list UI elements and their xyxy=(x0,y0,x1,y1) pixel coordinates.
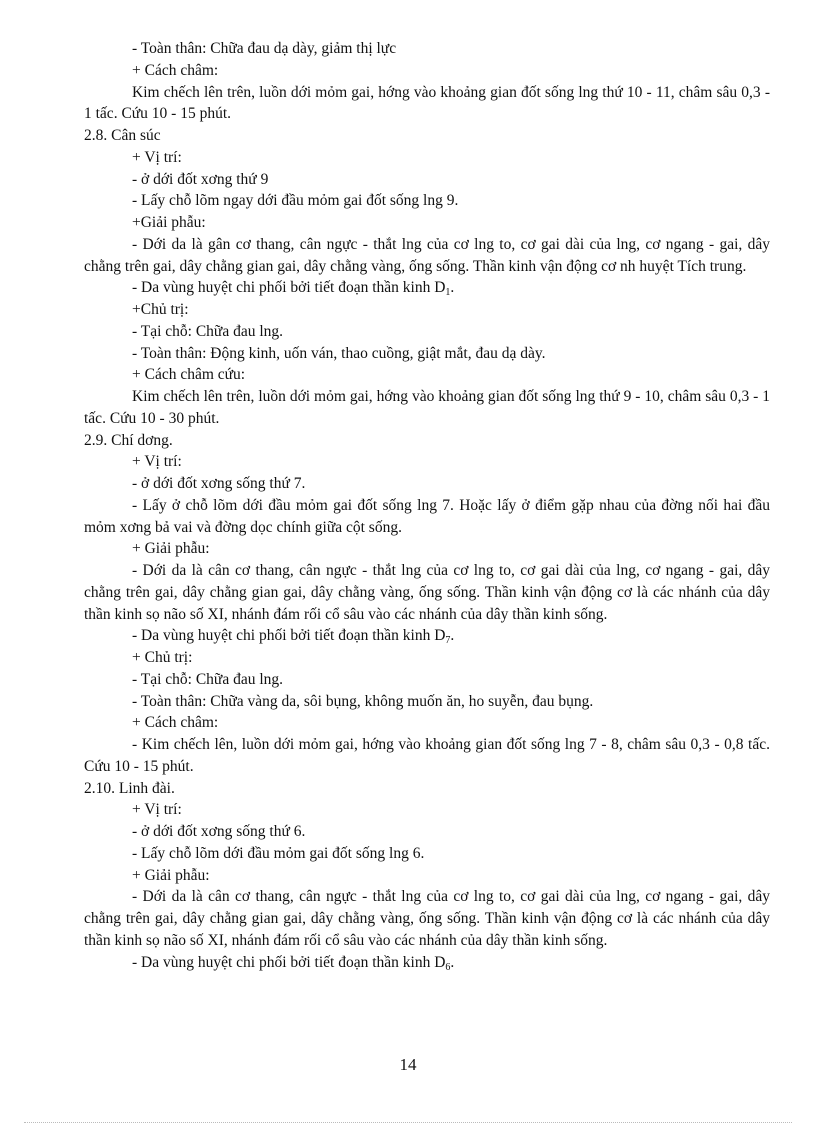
line-text: + Giải phẫu: xyxy=(132,540,210,558)
line-suffix: . xyxy=(450,279,455,297)
text-line xyxy=(84,843,770,865)
line-text: + Cách châm: xyxy=(132,61,219,79)
line-text: - Tại chỗ: Chữa đau lng. xyxy=(132,322,284,340)
line-text: - Toàn thân: Chữa vàng da, sôi bụng, không muốn ăn, ho suyễn, đau bụng. xyxy=(132,692,594,710)
line-text: 2.9. Chí dơng. xyxy=(84,431,173,449)
body-text xyxy=(84,38,770,973)
line-text: - ở dới đốt xơng sống thứ 7. xyxy=(132,475,306,492)
line-text: - Lấy chỗ lõm ngay dới đầu mỏm gai đốt sống lng 9. xyxy=(132,192,459,210)
text-line xyxy=(84,60,770,82)
subscript: 7 xyxy=(445,635,451,647)
line-text: + Giải phẫu: xyxy=(132,866,210,884)
line-text: - Dới da là cân cơ thang, cân ngực - thắt lng của cơ lng to, cơ gai dài của lng, cơ ngang - gai, dây chằng trên gai, dây chằng gian gai, dây chằng vàng, ống sống. Thần kinh vận động cơ là các nhánh của dây thần kinh sọ não số XI, nhánh đám rối cổ sâu vào các nhánh của dây thần kinh sống. xyxy=(84,562,770,623)
line-text: + Vị trí: xyxy=(132,453,182,471)
line-text: + Cách châm: xyxy=(132,714,219,732)
line-text: - ở dới đốt xơng sống thứ 6. xyxy=(132,823,306,840)
text-line xyxy=(84,538,770,560)
text-line xyxy=(84,669,770,691)
text-line xyxy=(84,364,770,386)
text-line xyxy=(84,169,770,191)
text-line xyxy=(84,647,770,669)
text-line xyxy=(84,865,770,887)
subscript: 1 xyxy=(445,287,451,299)
line-suffix: . xyxy=(450,627,455,645)
text-line xyxy=(84,190,770,212)
paragraph xyxy=(84,495,770,539)
line-text: - Kim chếch lên, luồn dới mỏm gai, hớng vào khoảng gian đốt sống lng 7 - 8, châm sâu 0,3 - 0,8 tấc. Cứu 10 - 15 phút. xyxy=(84,736,770,775)
line-text: + Cách châm cứu: xyxy=(132,366,246,384)
paragraph xyxy=(84,734,770,778)
section-heading xyxy=(84,125,770,147)
line-text: 2.10. Linh đài. xyxy=(84,779,175,797)
text-line xyxy=(84,321,770,343)
section-heading xyxy=(84,430,770,452)
paragraph xyxy=(84,234,770,278)
line-text: - ở dới đốt xơng thứ 9 xyxy=(132,170,269,188)
line-text: Kim chếch lên trên, luồn dới mỏm gai, hớng vào khoảng gian đốt sống lng thứ 10 - 11, châm sâu 0,3 - 1 tấc. Cứu 10 - 15 phút. xyxy=(84,83,770,123)
line-text: + Chủ trị: xyxy=(132,649,193,666)
line-text: - Toàn thân: Động kinh, uốn ván, thao cuồng, giật mắt, đau dạ dày. xyxy=(132,344,546,362)
text-line xyxy=(84,38,770,60)
line-text: + Vị trí: xyxy=(132,801,182,819)
line-text: - Dới da là cân cơ thang, cân ngực - thắt lng của cơ lng to, cơ gai dài của lng, cơ ngang - gai, dây chằng trên gai, dây chằng gian gai, dây chằng vàng, ống sống. Thần kinh vận động cơ là các nhánh của dây thần kinh sọ não số XI, nhánh đám rối cổ sâu vào các nhánh của dây thần kinh sống. xyxy=(84,888,770,949)
paragraph xyxy=(84,82,770,126)
text-line xyxy=(84,799,770,821)
text-line xyxy=(84,625,770,647)
text-line xyxy=(84,299,770,321)
subscript: 6 xyxy=(445,961,451,973)
text-line xyxy=(84,691,770,713)
line-text: - Toàn thân: Chữa đau dạ dày, giảm thị lực xyxy=(132,40,397,57)
line-text: - Dới da là gân cơ thang, cân ngực - thắt lng của cơ lng to, cơ gai dài của lng, cơ ngang - gai, dây chằng trên gai, dây chằng gian gai, dây chằng vàng, ống sống. Thần kinh vận động cơ nh huyệt Tích trung. xyxy=(84,235,770,275)
line-text: - Lấy ở chỗ lõm dới đầu mỏm gai đốt sống lng 7. Hoặc lấy ở điểm gặp nhau của đờng nối hai đầu mỏm xơng bả vai và đờng dọc chính giữa cột sống. xyxy=(84,496,770,536)
text-line xyxy=(84,277,770,299)
text-line xyxy=(84,821,770,843)
line-text: +Chủ trị: xyxy=(132,301,189,318)
line-text: Kim chếch lên trên, luồn dới mỏm gai, hớng vào khoảng gian đốt sống lng thứ 9 - 10, châm sâu 0,3 - 1 tấc. Cứu 10 - 30 phút. xyxy=(84,388,770,427)
line-text: - Lấy chỗ lõm dới đầu mỏm gai đốt sống lng 6. xyxy=(132,844,425,862)
line-suffix: . xyxy=(450,953,455,971)
paragraph xyxy=(84,886,770,951)
line-text: - Da vùng huyệt chi phối bởi tiết đoạn thần kinh D xyxy=(132,953,446,971)
paragraph xyxy=(84,386,770,430)
text-line xyxy=(84,147,770,169)
text-line xyxy=(84,451,770,473)
line-text: - Tại chỗ: Chữa đau lng. xyxy=(132,670,284,688)
page-number: 14 xyxy=(399,1055,417,1074)
text-line xyxy=(84,712,770,734)
paragraph xyxy=(84,560,770,625)
text-line xyxy=(84,343,770,365)
text-line xyxy=(84,473,770,495)
text-line xyxy=(84,212,770,234)
line-text: - Da vùng huyệt chi phối bởi tiết đoạn thần kinh D xyxy=(132,627,446,645)
line-text: + Vị trí: xyxy=(132,148,182,166)
section-heading xyxy=(84,778,770,800)
line-text: +Giải phẫu: xyxy=(132,214,206,231)
text-line xyxy=(84,952,770,974)
line-text: 2.8. Cân súc xyxy=(84,127,161,144)
line-text: - Da vùng huyệt chi phối bởi tiết đoạn thần kinh D xyxy=(132,279,446,297)
